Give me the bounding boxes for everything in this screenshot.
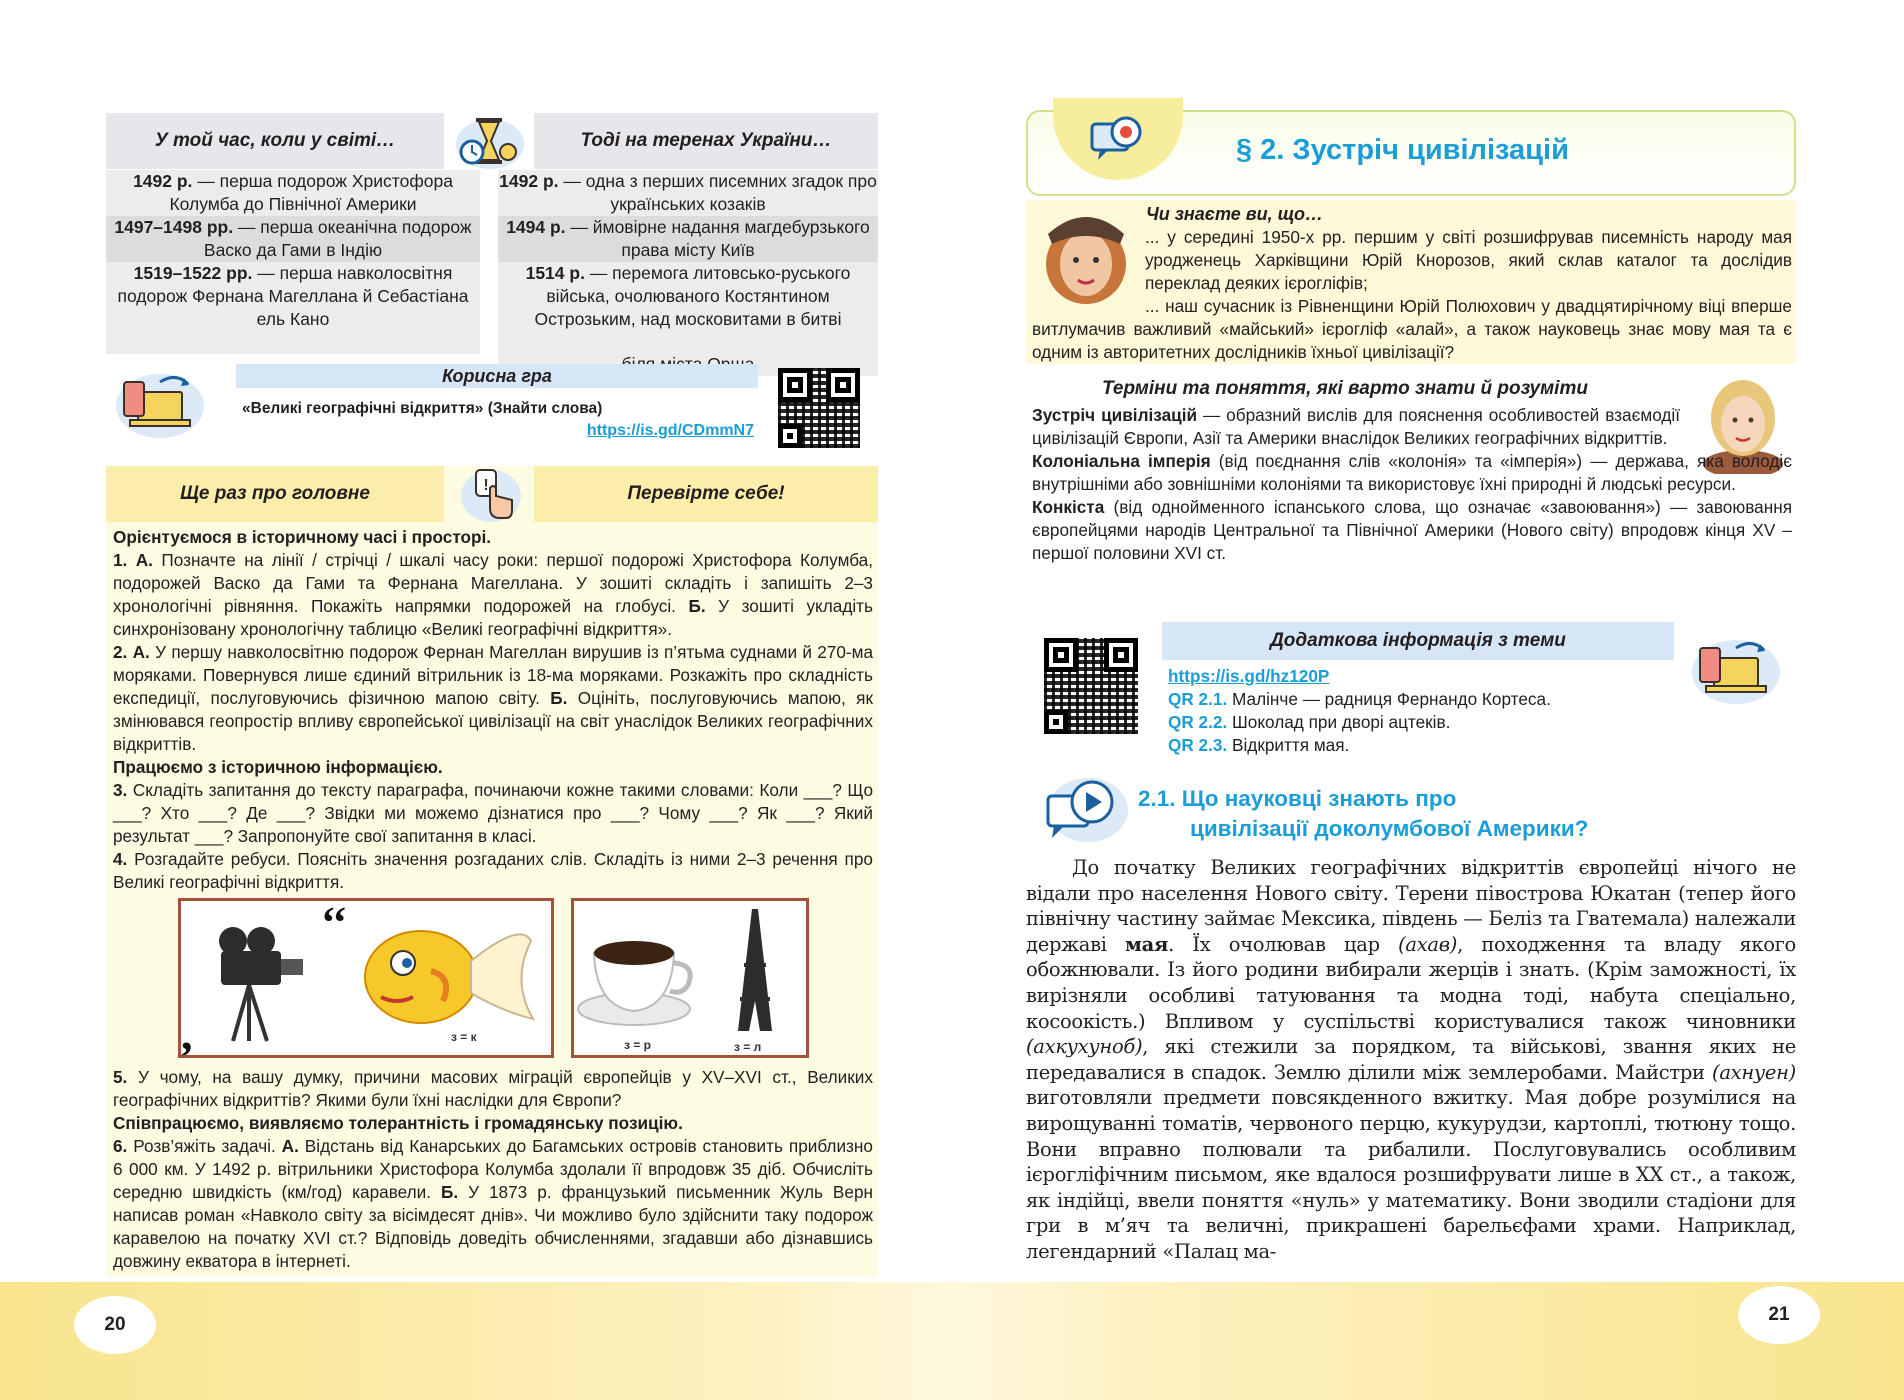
page-footer-band bbox=[0, 1282, 1904, 1400]
section-body-text: До початку Великих географічних відкриттів європейці нічого не відали про населення Нового світу. Терени півострова Юкатан (тепер його північну частину займає Мексика, південь — Беліз та Гватемала) належали державі мая. Їх очолював цар (ахав), походження та владу якого обожнювали. Із його родини вибирали жерців і знать. (Крім заможності, їх вирізняли особливі татуювання та модна тоді, набута спеціально, косоокість.) Впливом у суспільстві користувалися також чиновники (ахкухуноб), які стежили за порядком, та військові, звання яких не передавалися в спадок. Землю ділили між землеробами. Майстри (ахнуен) виготовляли предмети повсякденного вжитку. Мая добре розумілися на вирощуванні томатів, червоного перцю, кукурудзи, картоплі, тютюну тощо. Вони вправно полювали та рибалили. Послуговувались особливим ієрогліфічним письмом, яке вдалося розшифрувати лише в XX ст., а також, як індійці, ввели поняття «нуль» у математику. Вони зводили стадіони для гри в м’яч та величні, прикрашені барельєфами храми. Наприклад, легендарний «Палац ма- bbox=[1026, 856, 1796, 1263]
did-you-know-text bbox=[1032, 226, 1792, 364]
movie-camera-icon bbox=[219, 927, 303, 1041]
timeline-world-entry: 1497–1498 рр. — перша океанічна подорож Васко да Гами в Індію bbox=[106, 216, 480, 262]
terms-list bbox=[1032, 404, 1792, 565]
eiffel-tower-icon bbox=[738, 909, 772, 1031]
task-item: 5. У чому, на вашу думку, причини масових міграцій європейців у XV–XVI ст., Великих географічних відкриттів? Якими були їхні наслідки для Європи? bbox=[113, 1067, 873, 1110]
task-heading: Працюємо з історичною інформацією. bbox=[113, 757, 443, 777]
svg-text:з = л: з = л bbox=[734, 1040, 762, 1054]
svg-text:‘‘: ‘‘ bbox=[321, 901, 348, 947]
laptop-share-icon bbox=[1686, 630, 1782, 710]
additional-info-header: Додаткова інформація з теми bbox=[1162, 622, 1674, 660]
review-tasks bbox=[113, 526, 873, 894]
qr-code-icon[interactable] bbox=[778, 368, 860, 448]
timeline-row bbox=[106, 216, 878, 262]
paragraph-title: § 2. Зустріч цивілізацій bbox=[1236, 134, 1569, 166]
chat-record-icon bbox=[1088, 114, 1150, 166]
task-heading: Співпрацюємо, виявляємо толерантність і громадянську позицію. bbox=[113, 1113, 683, 1133]
timeline-ukraine-entry: 1492 р. — одна з перших писемних згадок про українських козаків bbox=[499, 171, 877, 214]
pointing-hand-icon bbox=[458, 466, 524, 524]
term-item: Колоніальна імперія (від поєднання слів «колонія» та «імперія») — держава, яка володіє внутрішніми або зовнішніми колоніями та використовує їхні природні й людські ресурси. bbox=[1032, 451, 1792, 494]
svg-text:,: , bbox=[181, 1008, 193, 1055]
task-item: 1. А. Позначте на лінії / стрічці / шкалі часу роки: першої подорожі Христофора Колумба, подорожей Васко да Гами та Фернана Магеллана. У зошиті складіть і запишіть 2–3 хронологічні рівняння. Покажіть напрямки подорожей на глобусі. Б. У зошиті укладіть синхронізовану хронологічну таблицю «Великі географічні відкриття». bbox=[113, 550, 874, 639]
page-number-left: 20 bbox=[74, 1296, 156, 1354]
did-you-know-header: Чи знаєте ви, що… bbox=[1146, 204, 1323, 224]
timeline-world-header: У той час, коли у світі… bbox=[106, 113, 444, 169]
svg-text:з = р: з = р bbox=[624, 1038, 651, 1052]
game-header: Корисна гра bbox=[236, 364, 758, 388]
page-number-right: 21 bbox=[1738, 1286, 1820, 1344]
fish-icon bbox=[365, 931, 533, 1023]
timeline-world-entry: 1492 р. — перша подорож Христофора Колумба до Північної Америки bbox=[106, 170, 480, 216]
task-item: 2. А. У першу навколосвітню подорож Фернан Магеллан вирушив із п’ятьма суднами й 270-ма моряками. Повернувся лише єдиний вітрильник із 18-ма моряками. Розкажіть про складність експедиції, послуговуючись фізичною мапою світу. Б. Оцініть, послуговуючись мапою, як змінювався геопростір впливу європейської цивілізації на світ унаслідок Великих географічних відкриттів. bbox=[113, 642, 873, 754]
task-item: 3. Складіть запитання до тексту параграфа, починаючи кожне такими словами: Коли ___? Що ___? Хто ___? Де ___? Звідки ми можемо дізнатися про ___? Чому ___? Як ___? Який результат ___? Запропонуйте свої запитання в класі. bbox=[113, 780, 873, 846]
svg-text:!: ! bbox=[483, 477, 489, 494]
section-title: 2.1. Що науковці знають про цивілізації доколумбової Америки? bbox=[1138, 786, 1589, 841]
timeline-ukraine-entry: 1514 р. — перемога литовсько-руського війська, очолюваного Костянтином Острозьким, над московитами в битві bbox=[498, 262, 878, 354]
hourglass-clock-icon bbox=[452, 114, 528, 172]
timeline-row bbox=[106, 262, 878, 354]
term-item: Конкіста (від однойменного іспанського слова, що означає «завоювання») — завоювання європейцями народів Центральної та Північної Америки (Нового світу) впродовж кінця XV – першої половини XVI ст. bbox=[1032, 497, 1792, 563]
timeline-ukraine-entry: 1494 р. — ймовірне надання магдебурзького права місту Київ bbox=[498, 216, 878, 262]
task-item: 4. Розгадайте ребуси. Поясніть значення розгаданих слів. Складіть із ними 2–3 речення про Великі географічні відкриття. bbox=[113, 849, 873, 892]
qr-item[interactable]: QR 2.2. Шоколад при дворі ацтеків. bbox=[1168, 712, 1451, 732]
task-heading: Орієнтуємося в історичному часі і просторі. bbox=[113, 527, 492, 547]
qr-item[interactable]: QR 2.1. Малінче — радниця Фернандо Кортеса. bbox=[1168, 689, 1551, 709]
rebus-picture-2 bbox=[571, 898, 809, 1058]
timeline-row bbox=[106, 170, 878, 216]
task-item: 6. Розв’яжіть задачі. А. Відстань від Канарських до Багамських островів становить приблизно 6 000 км. У 1492 р. вітрильники Христофора Колумба здолали її впродовж 35 діб. Обчисліть середню швидкість (км/год) каравели. Б. У 1873 р. французький письменник Жуль Верн написав роман «Навколо світу за вісімдесят днів». Чи можливо було здійснити таку подорож каравелою на початку XVI ст.? Відповідь доведіть обчисленнями, згадавши або дізнавшись довжину екватора в інтернеті. bbox=[113, 1136, 873, 1271]
game-link[interactable]: https://is.gd/CDmmN7 bbox=[586, 422, 754, 439]
svg-text:з = к: з = к bbox=[451, 1030, 477, 1044]
qr-item[interactable]: QR 2.3. Відкриття мая. bbox=[1168, 735, 1350, 755]
video-play-icon bbox=[1036, 772, 1132, 852]
rebus-picture-1 bbox=[178, 898, 554, 1058]
review-header-left: Ще раз про головне bbox=[106, 466, 444, 522]
did-you-know-item: ... наш сучасник із Рівненщини Юрій Полюхович у двадцятирічному віці вперше витлумачив важливий «майський» ієрогліф «алай», а також науковець знає мову мая та є одним із авторитетних дослідників їхньої цивілізації? bbox=[1032, 296, 1792, 362]
additional-info-list bbox=[1168, 665, 1551, 757]
additional-info-link[interactable]: https://is.gd/hz120P bbox=[1168, 666, 1330, 686]
coffee-cup-icon bbox=[578, 941, 690, 1025]
did-you-know-item: ... у середині 1950-х рр. першим у світі розшифрував писемність народу мая уродженець Харківщини Юрій Кнорозов, який склав каталог та дослідив переклад деяких ієрогліфів; bbox=[1145, 227, 1792, 293]
timeline-ukraine-header: Тоді на теренах України… bbox=[534, 113, 878, 169]
timeline-world-entry: 1519–1522 рр. — перша навколосвітня подорож Фернана Магеллана й Себастіана ель Кано bbox=[106, 262, 480, 354]
game-title: «Великі географічні відкриття» (Знайти слова) bbox=[242, 400, 603, 417]
qr-code-icon[interactable] bbox=[1044, 638, 1138, 734]
term-item: Зустріч цивілізацій — образний вислів для пояснення особливостей взаємодії цивілізацій Європи, Азії та Америки внаслідок Великих географічних відкриттів. bbox=[1032, 405, 1680, 448]
review-tasks-continued bbox=[113, 1066, 873, 1273]
review-header-right: Перевірте себе! bbox=[534, 466, 878, 522]
terms-header: Терміни та поняття, які варто знати й розуміти bbox=[1102, 378, 1588, 399]
laptop-share-icon bbox=[110, 366, 206, 442]
